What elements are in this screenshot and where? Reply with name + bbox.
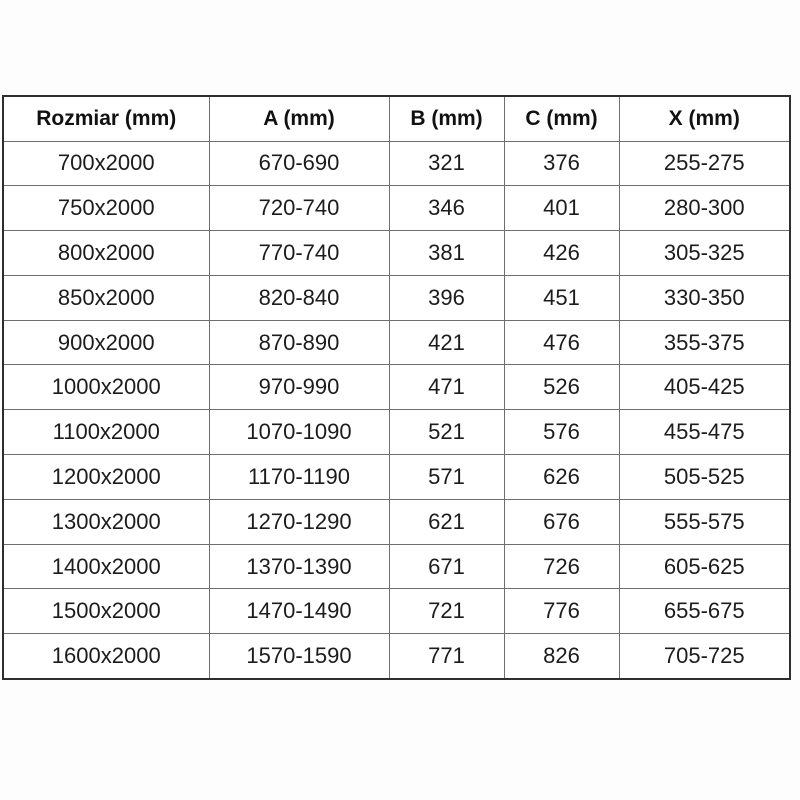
table-cell: 655-675: [619, 589, 790, 634]
table-cell: 505-525: [619, 455, 790, 500]
table-cell: 526: [504, 365, 619, 410]
table-cell: 521: [389, 410, 504, 455]
table-cell: 770-740: [209, 231, 389, 276]
table-row: [3, 141, 790, 186]
table-cell: 421: [389, 320, 504, 365]
table-cell: 1070-1090: [209, 410, 389, 455]
column-header: C (mm): [504, 96, 619, 141]
table-cell: 426: [504, 231, 619, 276]
table-row: [3, 544, 790, 589]
table-row: [3, 455, 790, 500]
table-cell: 1500x2000: [3, 589, 209, 634]
header-row: [3, 96, 790, 141]
table-cell: 1170-1190: [209, 455, 389, 500]
table-cell: 1270-1290: [209, 499, 389, 544]
table-cell: 330-350: [619, 275, 790, 320]
table-row: [3, 589, 790, 634]
table-cell: 355-375: [619, 320, 790, 365]
table-cell: 721: [389, 589, 504, 634]
table-cell: 1470-1490: [209, 589, 389, 634]
table-cell: 1000x2000: [3, 365, 209, 410]
table-cell: 346: [389, 186, 504, 231]
table-row: [3, 634, 790, 679]
table-cell: 1600x2000: [3, 634, 209, 679]
table-row: [3, 320, 790, 365]
column-header: B (mm): [389, 96, 504, 141]
table-row: [3, 231, 790, 276]
table-cell: 321: [389, 141, 504, 186]
table-cell: 255-275: [619, 141, 790, 186]
table-cell: 676: [504, 499, 619, 544]
table-cell: 471: [389, 365, 504, 410]
table-row: [3, 365, 790, 410]
table-cell: 1370-1390: [209, 544, 389, 589]
table-cell: 670-690: [209, 141, 389, 186]
table-cell: 455-475: [619, 410, 790, 455]
table-row: [3, 499, 790, 544]
table-cell: 700x2000: [3, 141, 209, 186]
table-row: [3, 186, 790, 231]
table-cell: 1570-1590: [209, 634, 389, 679]
column-header: Rozmiar (mm): [3, 96, 209, 141]
column-header: A (mm): [209, 96, 389, 141]
table-cell: 476: [504, 320, 619, 365]
table-cell: 970-990: [209, 365, 389, 410]
table-cell: 576: [504, 410, 619, 455]
table-cell: 800x2000: [3, 231, 209, 276]
table-cell: 850x2000: [3, 275, 209, 320]
table-cell: 401: [504, 186, 619, 231]
table-cell: 726: [504, 544, 619, 589]
table-cell: 305-325: [619, 231, 790, 276]
table-cell: 671: [389, 544, 504, 589]
table-cell: 776: [504, 589, 619, 634]
table-cell: 1200x2000: [3, 455, 209, 500]
table-cell: 621: [389, 499, 504, 544]
table-cell: 1300x2000: [3, 499, 209, 544]
table-cell: 826: [504, 634, 619, 679]
table-cell: 280-300: [619, 186, 790, 231]
column-header: X (mm): [619, 96, 790, 141]
size-specification-table: [2, 95, 791, 680]
table-cell: 900x2000: [3, 320, 209, 365]
table-cell: 405-425: [619, 365, 790, 410]
table-cell: 720-740: [209, 186, 389, 231]
table-cell: 771: [389, 634, 504, 679]
table-cell: 555-575: [619, 499, 790, 544]
table-cell: 626: [504, 455, 619, 500]
table-cell: 571: [389, 455, 504, 500]
table-row: [3, 410, 790, 455]
table-row: [3, 275, 790, 320]
table-header: [3, 96, 790, 141]
table-cell: 870-890: [209, 320, 389, 365]
table-cell: 381: [389, 231, 504, 276]
table-body: [3, 141, 790, 679]
table-cell: 1100x2000: [3, 410, 209, 455]
table-cell: 1400x2000: [3, 544, 209, 589]
table-cell: 376: [504, 141, 619, 186]
table-cell: 705-725: [619, 634, 790, 679]
table-cell: 451: [504, 275, 619, 320]
table-cell: 605-625: [619, 544, 790, 589]
table-cell: 820-840: [209, 275, 389, 320]
table-cell: 750x2000: [3, 186, 209, 231]
table-cell: 396: [389, 275, 504, 320]
